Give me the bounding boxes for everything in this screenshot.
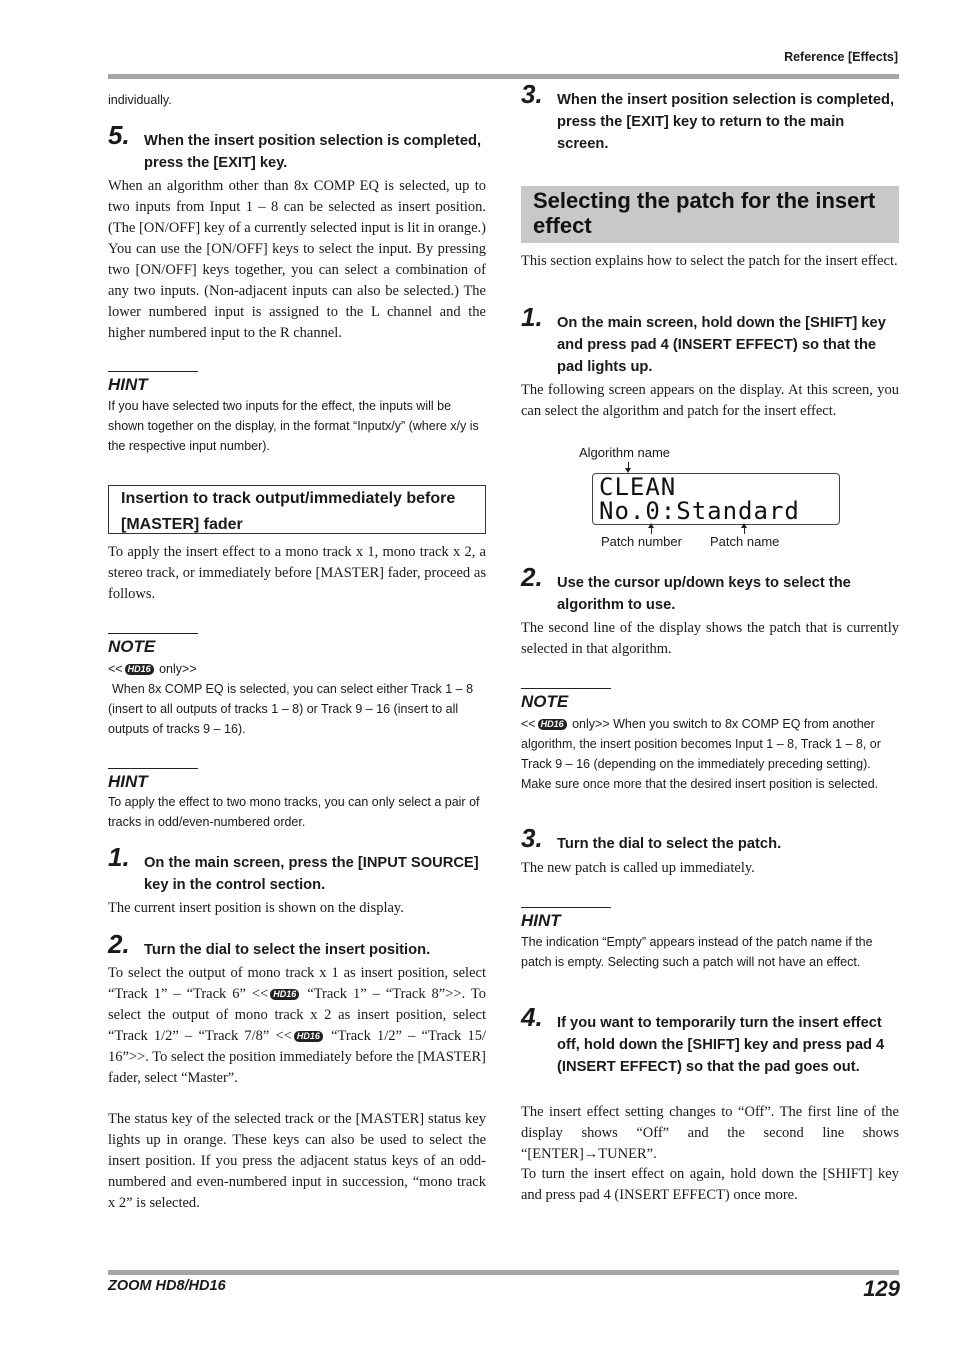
left-step-5 — [108, 120, 486, 174]
hd16-badge-icon: HD16 — [270, 989, 299, 1000]
hint-text: The indication “Empty” appears instead of the patch name if the patch is empty. Selecting such a patch will not have an effect. — [521, 935, 873, 969]
step-number: 3. — [521, 79, 543, 109]
hd16-badge-icon: HD16 — [125, 664, 154, 675]
note-text: << HD16 only>> When you switch to 8x COMP EQ from another algorithm, the insert position becomes Input 1 – 8, Track 1 – 8, or Track 9 – 16 (depending on the immediately preceding setting). Make sure once more that the desired insert position is selected. — [521, 717, 881, 791]
step-number: 1. — [108, 842, 130, 872]
note-heading: NOTE — [108, 633, 198, 657]
right-step-2-body: The second line of the display shows the patch that is currently selected in that algorithm. — [521, 620, 899, 657]
right-step-4-body-2: To turn the insert effect on again, hold down the [SHIFT] key and press pad 4 (INSERT EFFECT) once more. — [521, 1166, 899, 1203]
hd16-badge-icon: HD16 — [538, 719, 567, 730]
lcd-line-2: No.0:Standard — [599, 497, 800, 525]
step-text: Use the cursor up/down keys to select the algorithm to use. — [557, 575, 851, 613]
right-step-4-body: The insert effect setting changes to “Off”. The first line of the display shows “Off” and the second line shows “[ENTER]→TUNER”. — [521, 1104, 899, 1162]
hint-heading: HINT — [108, 371, 198, 395]
right-step-1-body: The following screen appears on the display. At this screen, you can select the algorithm and patch for the insert effect. — [521, 382, 899, 419]
left-step-2-body: To select the output of mono track x 1 as insert position, select “Track 1” – “Track 6” << HD16 “Track 1” – “Track 8”>>. To select the output of mono track x 2 as insert position, select “Track 1/2” – “Track 7/8” << HD16 “Track 1/2” – “Track 15/ 16”>>. To select the position immediately before the [MASTER] fader, select “Master”. — [108, 965, 486, 1086]
right-step-4 — [521, 1002, 899, 1078]
header-rule — [108, 74, 899, 79]
hint-heading: HINT — [521, 907, 611, 931]
left-step-2-body-2: The status key of the selected track or the [MASTER] status key lights up in orange. These keys can also be used to select the insert position. If you press the adjacent status keys of an odd-numbered and even-numbered input in succession, “mono track x 2” is selected. — [108, 1111, 486, 1211]
step-number: 1. — [521, 302, 543, 332]
continued-text: individually. — [108, 93, 172, 107]
hint-text: To apply the effect to two mono tracks, you can only select a pair of tracks in odd/even-numbered order. — [108, 795, 480, 829]
step-number: 3. — [521, 823, 543, 853]
left-step-1 — [108, 842, 486, 896]
right-step-3-body: The new patch is called up immediately. — [521, 860, 755, 876]
lcd-display — [592, 473, 840, 525]
hint-heading: HINT — [108, 768, 198, 792]
step-text: If you want to temporarily turn the insert effect off, hold down the [SHIFT] key and press pad 4 (INSERT EFFECT) so that the pad goes out. — [557, 1015, 885, 1075]
callout-line — [651, 527, 652, 534]
patch-number-callout: Patch number — [601, 534, 682, 549]
right-step-3 — [521, 79, 899, 155]
running-header: Reference [Effects] — [784, 50, 898, 64]
step-number: 2. — [521, 562, 543, 592]
section-title-bar — [521, 186, 899, 243]
step-number: 4. — [521, 1002, 543, 1032]
section-intro: This section explains how to select the patch for the insert effect. — [521, 253, 898, 269]
footer-brand: ZOOM HD8/HD16 — [108, 1278, 226, 1294]
left-step-5-body: When an algorithm other than 8x COMP EQ is selected, up to two inputs from Input 1 – 8 can be selected as insert position. (The [ON/OFF] key of a currently selected input is lit in orange.) You can use the [ON/OFF] keys to select the input. By pressing two [ON/OFF] keys together, you can select a combination of any two inputs. (Non-adjacent inputs can also be selected.) The lower numbered input is assigned to the L channel and the higher numbered input to the R channel. — [108, 178, 486, 341]
step-text: On the main screen, hold down the [SHIFT] key and press pad 4 (INSERT EFFECT) so that the pad lights up. — [557, 315, 886, 375]
right-step-2 — [521, 562, 899, 616]
right-step-3b — [521, 823, 899, 855]
step-text: When the insert position selection is completed, press the [EXIT] key. — [144, 133, 482, 171]
left-step-1-body: The current insert position is shown on the display. — [108, 900, 404, 916]
right-step-1 — [521, 302, 899, 378]
section-title: Selecting the patch for the insert effect — [533, 188, 876, 238]
patch-name-callout: Patch name — [710, 534, 780, 549]
algorithm-name-callout: Algorithm name — [579, 445, 671, 460]
step-text: When the insert position selection is completed, press the [EXIT] key to return to the main screen. — [557, 92, 895, 152]
step-text: Turn the dial to select the patch. — [557, 836, 782, 852]
step-text: Turn the dial to select the insert position. — [144, 942, 431, 958]
lcd-line-1: CLEAN — [599, 473, 677, 501]
page-number: 129 — [863, 1276, 900, 1301]
step-number: 5. — [108, 120, 130, 150]
note-text: When 8x COMP EQ is selected, you can select either Track 1 – 8 (insert to all outputs of tracks 1 – 8) or Track 9 – 16 (insert to all outputs of tracks 9 – 16). — [108, 682, 474, 736]
callout-line — [744, 527, 745, 534]
hint-text: If you have selected two inputs for the effect, the inputs will be shown together on the display, in the format “Inputx/y” (where x/y is the respective input number). — [108, 399, 479, 453]
note-badge-line: << HD16 only>> — [108, 662, 197, 676]
left-step-2 — [108, 929, 486, 961]
footer-rule — [108, 1270, 899, 1275]
step-text: On the main screen, press the [INPUT SOURCE] key in the control section. — [144, 855, 479, 893]
hd16-badge-icon: HD16 — [294, 1031, 323, 1042]
note-heading: NOTE — [521, 688, 611, 712]
step-number: 2. — [108, 929, 130, 959]
boxed-subheading: Insertion to track output/immediately before [MASTER] fader — [108, 485, 486, 534]
boxed-heading-body: To apply the insert effect to a mono track x 1, mono track x 2, a stereo track, or immediately before [MASTER] fader, proceed as follows. — [108, 544, 486, 602]
